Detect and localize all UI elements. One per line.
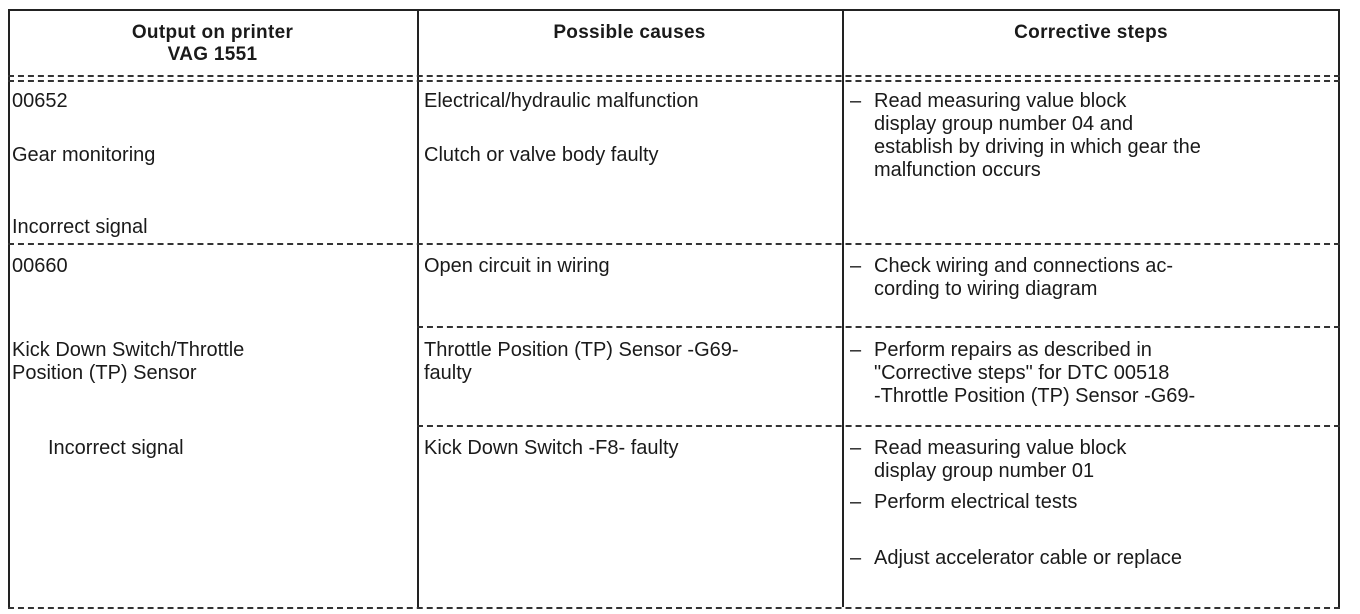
step-dash: – xyxy=(850,90,862,112)
cause-text: Throttle Position (TP) Sensor -G69- faulty xyxy=(424,339,739,384)
dtc-signal: Incorrect signal xyxy=(12,216,148,238)
dtc-name: Kick Down Switch/Throttle Position (TP) Sensor xyxy=(12,339,245,384)
dtc-code: 00652 xyxy=(12,90,68,112)
cause-text: Electrical/hydraulic malfunction xyxy=(424,90,699,112)
table-right-border xyxy=(1338,9,1340,607)
cause-text: Kick Down Switch -F8- faulty xyxy=(424,437,679,459)
corrective-step xyxy=(850,90,1336,186)
dtc-name: Gear monitoring xyxy=(12,144,156,166)
row-divider-1 xyxy=(8,243,1340,245)
step-dash: – xyxy=(850,491,862,513)
dtc-signal: Incorrect signal xyxy=(48,437,184,459)
corrective-step xyxy=(850,491,1336,515)
header-corrective-steps: Corrective steps xyxy=(1014,22,1168,43)
table-left-border xyxy=(8,9,10,607)
header-divider-2 xyxy=(8,80,1340,82)
cause-text: Open circuit in wiring xyxy=(424,255,610,277)
corrective-step xyxy=(850,437,1336,485)
table-bottom-border xyxy=(8,607,1340,609)
header-possible-causes: Possible causes xyxy=(553,22,706,43)
col-divider-1 xyxy=(417,9,419,607)
step-dash: – xyxy=(850,255,862,277)
step-text: Read measuring value block display group number 01 xyxy=(874,437,1127,482)
header-divider xyxy=(8,75,1340,77)
corrective-step xyxy=(850,547,1336,571)
step-dash: – xyxy=(850,437,862,459)
subrow-divider-1 xyxy=(417,326,1340,328)
step-dash: – xyxy=(850,547,862,569)
table-top-border xyxy=(8,9,1340,11)
corrective-step xyxy=(850,339,1336,411)
step-text: Read measuring value block display group number 04 and establish by driving in which gear the malfunction occurs xyxy=(874,90,1201,181)
step-text: Adjust accelerator cable or replace xyxy=(874,547,1182,569)
step-text: Perform repairs as described in "Corrective steps" for DTC 00518 -Throttle Position (TP) Sensor -G69- xyxy=(874,339,1196,407)
col-divider-2 xyxy=(842,9,844,607)
subrow-divider-2 xyxy=(417,425,1340,427)
step-text: Check wiring and connections ac- cording to wiring diagram xyxy=(874,255,1174,300)
header-output-on-printer: Output on printer VAG 1551 xyxy=(131,22,294,65)
cause-text: Clutch or valve body faulty xyxy=(424,144,659,166)
step-dash: – xyxy=(850,339,862,361)
step-text: Perform electrical tests xyxy=(874,491,1078,513)
dtc-code: 00660 xyxy=(12,255,68,277)
corrective-step xyxy=(850,255,1336,305)
